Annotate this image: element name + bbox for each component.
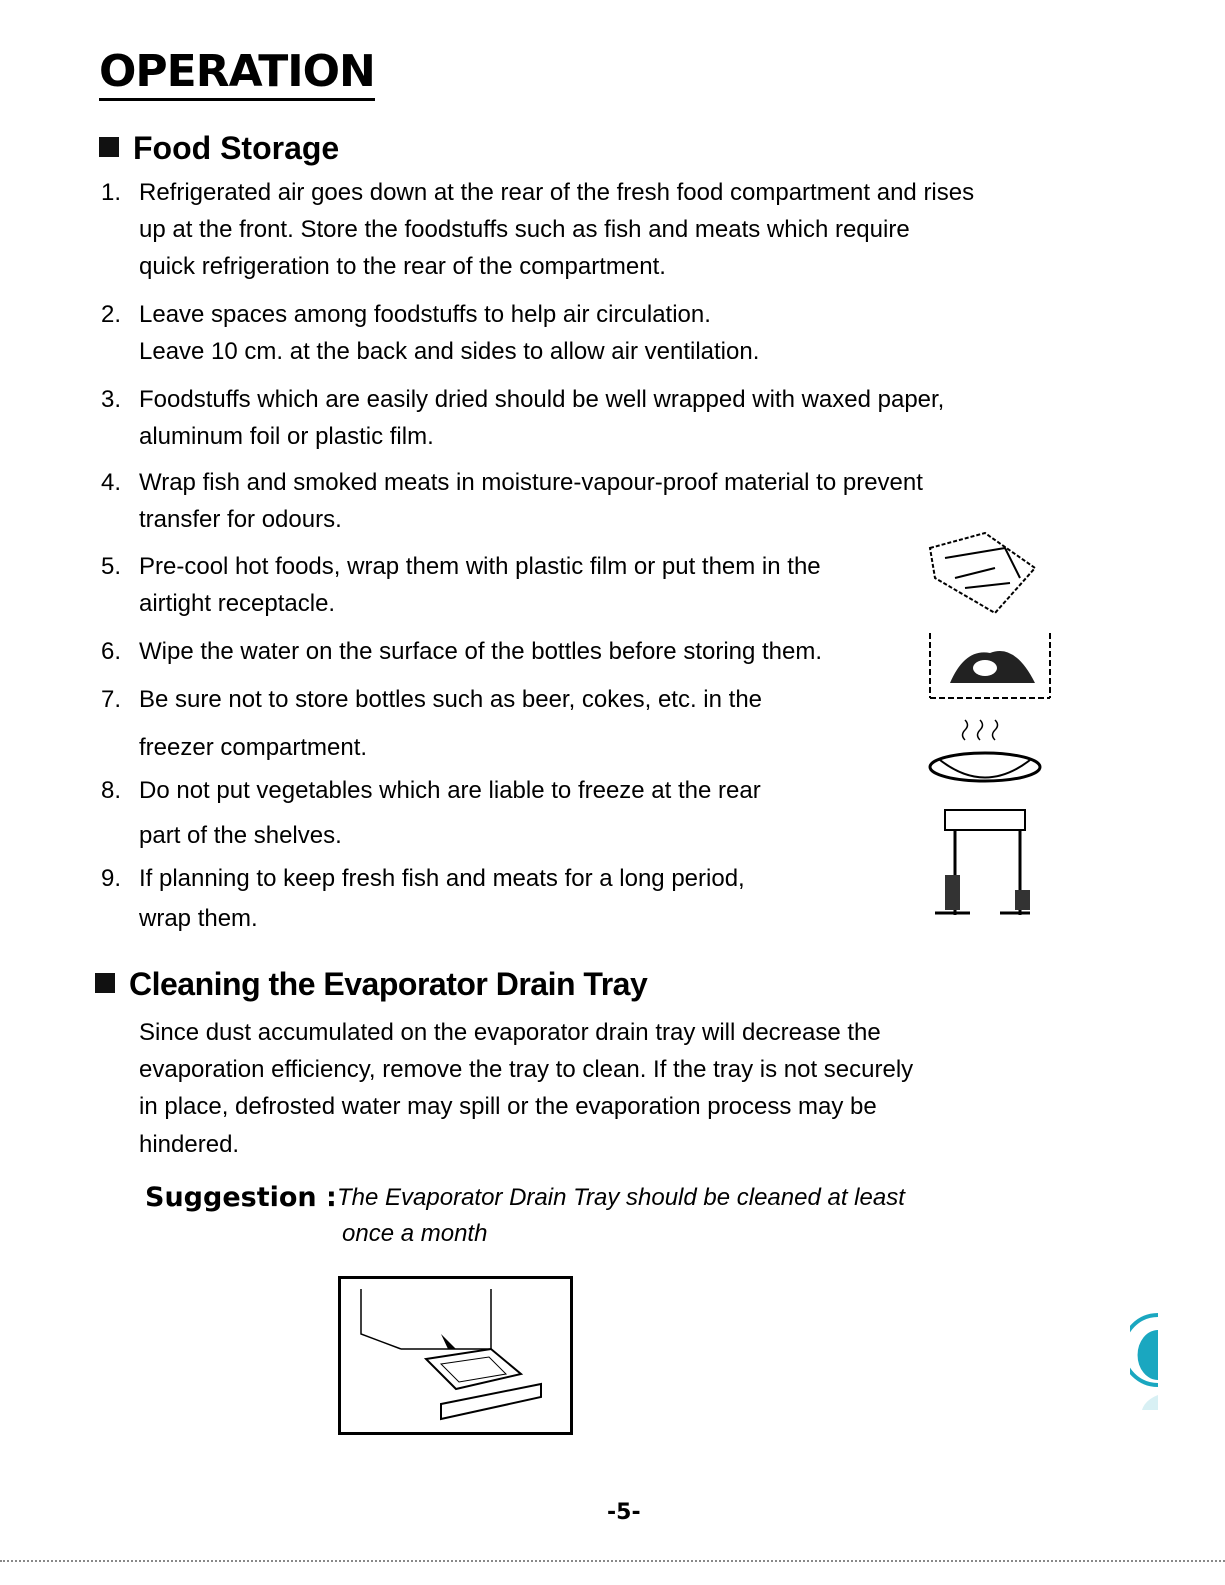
list-item-text: Foodstuffs which are easily dried should be well wrapped with waxed paper,	[139, 386, 945, 413]
list-item-line: Leave 10 cm. at the back and sides to allow air ventilation.	[139, 338, 760, 365]
list-item-number: 7.	[101, 686, 122, 713]
section-heading-cleaning	[95, 966, 647, 1002]
list-item-line: part of the shelves.	[139, 822, 342, 849]
list-item-text: Wrap fish and smoked meats in moisture-vapour-proof material to prevent	[139, 469, 923, 496]
suggestion-line: The Evaporator Drain Tray should be cleaned at least	[337, 1184, 905, 1211]
list-item-number: 9.	[101, 865, 122, 892]
section-heading-food-storage	[99, 130, 339, 166]
list-item-text: Be sure not to store bottles such as beer, cokes, etc. in the	[139, 686, 763, 713]
square-bullet-icon	[95, 973, 115, 993]
list-item-number: 1.	[101, 179, 122, 206]
list-item-text: Refrigerated air goes down at the rear of the fresh food compartment and rises	[139, 179, 975, 206]
suggestion-line: once a month	[342, 1220, 488, 1247]
paragraph-line: hindered.	[139, 1131, 240, 1158]
bottles-illustration	[925, 628, 1055, 703]
page-title: OPERATION	[99, 48, 375, 101]
list-item-line	[101, 637, 823, 667]
square-bullet-icon	[99, 137, 119, 157]
list-item-text: Pre-cool hot foods, wrap them with plastic film or put them in the	[139, 553, 821, 580]
wrapped-food-illustration	[925, 528, 1045, 618]
list-item-line: up at the front. Store the foodstuffs such as fish and meats which require	[139, 216, 910, 243]
footer-divider	[0, 1560, 1225, 1562]
paragraph-line: Since dust accumulated on the evaporator drain tray will decrease the	[139, 1019, 881, 1046]
list-item-number: 3.	[101, 386, 122, 413]
list-item-line: aluminum foil or plastic film.	[139, 423, 434, 450]
list-item-line	[101, 864, 745, 894]
paragraph-line: in place, defrosted water may spill or the evaporation process may be	[139, 1093, 877, 1120]
list-item-line: airtight receptacle.	[139, 590, 336, 617]
list-item-line	[101, 776, 761, 806]
list-item-text: Leave spaces among foodstuffs to help air circulation.	[139, 301, 711, 328]
list-item-line: transfer for odours.	[139, 506, 342, 533]
list-item-number: 4.	[101, 469, 122, 496]
list-item-line: wrap them.	[139, 905, 258, 932]
colon: :	[326, 1182, 337, 1213]
list-item-text: Do not put vegetables which are liable to freeze at the rear	[139, 777, 761, 804]
suggestion-text: Suggestion	[145, 1182, 317, 1213]
list-item-line	[101, 300, 711, 330]
list-item-line	[101, 178, 975, 208]
shelf-vegetables-illustration	[930, 805, 1040, 925]
list-item-number: 6.	[101, 638, 122, 665]
paragraph-line: evaporation efficiency, remove the tray to clean. If the tray is not securely	[139, 1056, 914, 1083]
list-item-number: 5.	[101, 553, 122, 580]
list-item-line	[101, 552, 821, 582]
list-item-number: 8.	[101, 777, 122, 804]
drain-tray-illustration	[338, 1276, 573, 1435]
list-item-line	[101, 685, 763, 715]
list-item-line	[101, 468, 923, 498]
list-item-text: If planning to keep fresh fish and meats for a long period,	[139, 865, 745, 892]
list-item-number: 2.	[101, 301, 122, 328]
list-item-text: Wipe the water on the surface of the bottles before storing them.	[139, 638, 823, 665]
list-item-line	[101, 385, 945, 415]
brand-swoosh-logo	[1130, 1310, 1158, 1410]
hot-food-bowl-illustration	[925, 715, 1045, 790]
list-item-line: quick refrigeration to the rear of the compartment.	[139, 253, 666, 280]
page-number: -5-	[607, 1500, 641, 1525]
suggestion-label	[145, 1182, 337, 1213]
heading-text: Food Storage	[133, 130, 340, 166]
heading-text: Cleaning the Evaporator Drain Tray	[129, 966, 648, 1002]
list-item-line: freezer compartment.	[139, 734, 368, 761]
